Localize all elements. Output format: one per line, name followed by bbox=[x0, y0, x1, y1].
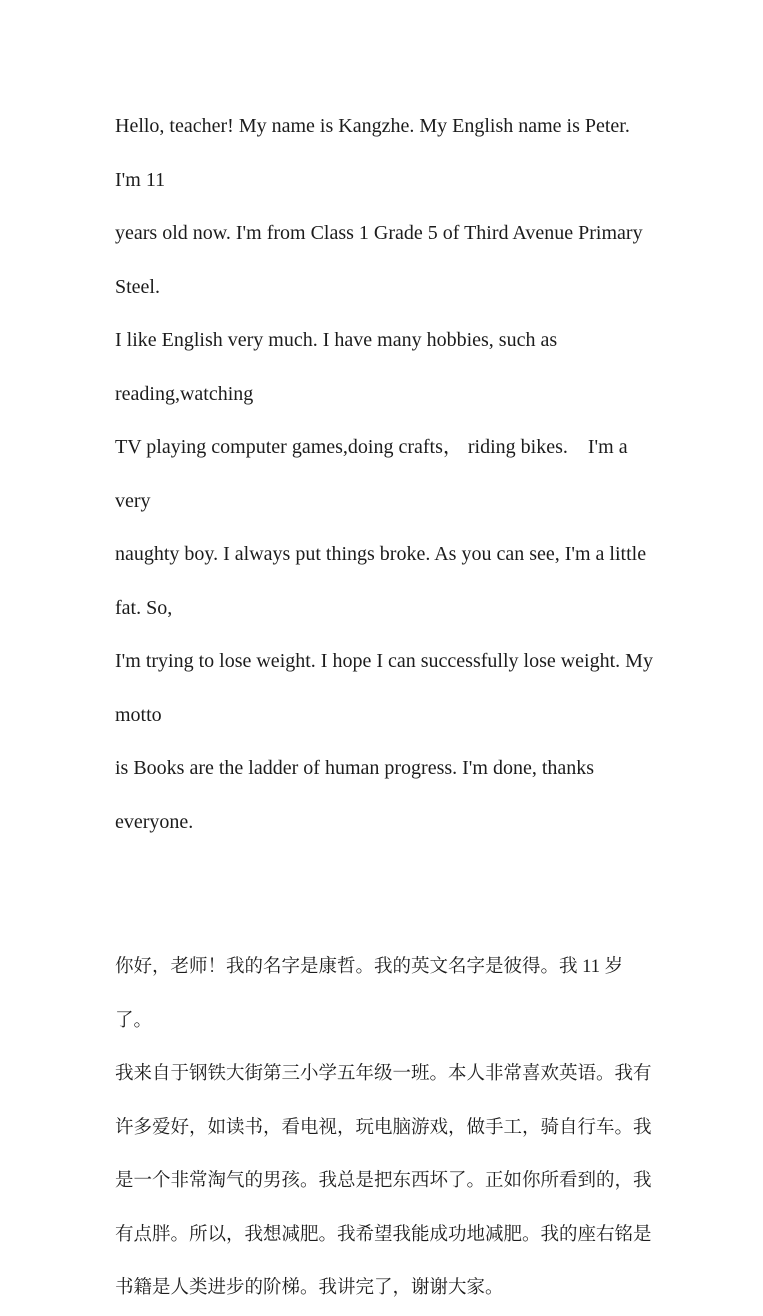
english-text-line: years old now. I'm from Class 1 Grade 5 of Third Avenue Primary Steel. bbox=[115, 222, 648, 298]
chinese-text-line: 许多爱好，如读书，看电视，玩电脑游戏，做手工，骑自行车。我 bbox=[115, 1117, 652, 1138]
english-text-line: is Books are the ladder of human progress. I'm done, thanks everyone. bbox=[115, 757, 600, 833]
english-text-line: naughty boy. I always put things broke. As you can see, I'm a little fat. So, bbox=[115, 543, 652, 619]
english-paragraph bbox=[115, 100, 658, 849]
english-text-line: TV playing computer games,doing crafts， riding bikes. I'm a very bbox=[115, 436, 633, 512]
chinese-text-line: 书籍是人类进步的阶梯。我讲完了，谢谢大家。 bbox=[115, 1278, 504, 1298]
chinese-paragraph bbox=[115, 941, 655, 1316]
chinese-text-line: 有点胖。所以，我想减肥。我希望我能成功地减肥。我的座右铭是 bbox=[115, 1224, 652, 1245]
english-text-line: Hello, teacher! My name is Kangzhe. My English name is Peter. I'm 11 bbox=[115, 115, 635, 191]
chinese-text-line: 我来自于钢铁大街第三小学五年级一班。本人非常喜欢英语。我有 bbox=[115, 1064, 652, 1084]
paragraph-spacer bbox=[115, 849, 655, 941]
english-text-line: I like English very much. I have many hobbies, such as reading,watching bbox=[115, 329, 563, 405]
chinese-text-line: 你好，老师！我的名字是康哲。我的英文名字是彼得。我 11 岁了。 bbox=[115, 957, 624, 1031]
english-text-line: I'm trying to lose weight. I hope I can successfully lose weight. My motto bbox=[115, 650, 658, 726]
chinese-text-line: 是一个非常淘气的男孩。我总是把东西坏了。正如你所看到的，我 bbox=[115, 1171, 652, 1191]
